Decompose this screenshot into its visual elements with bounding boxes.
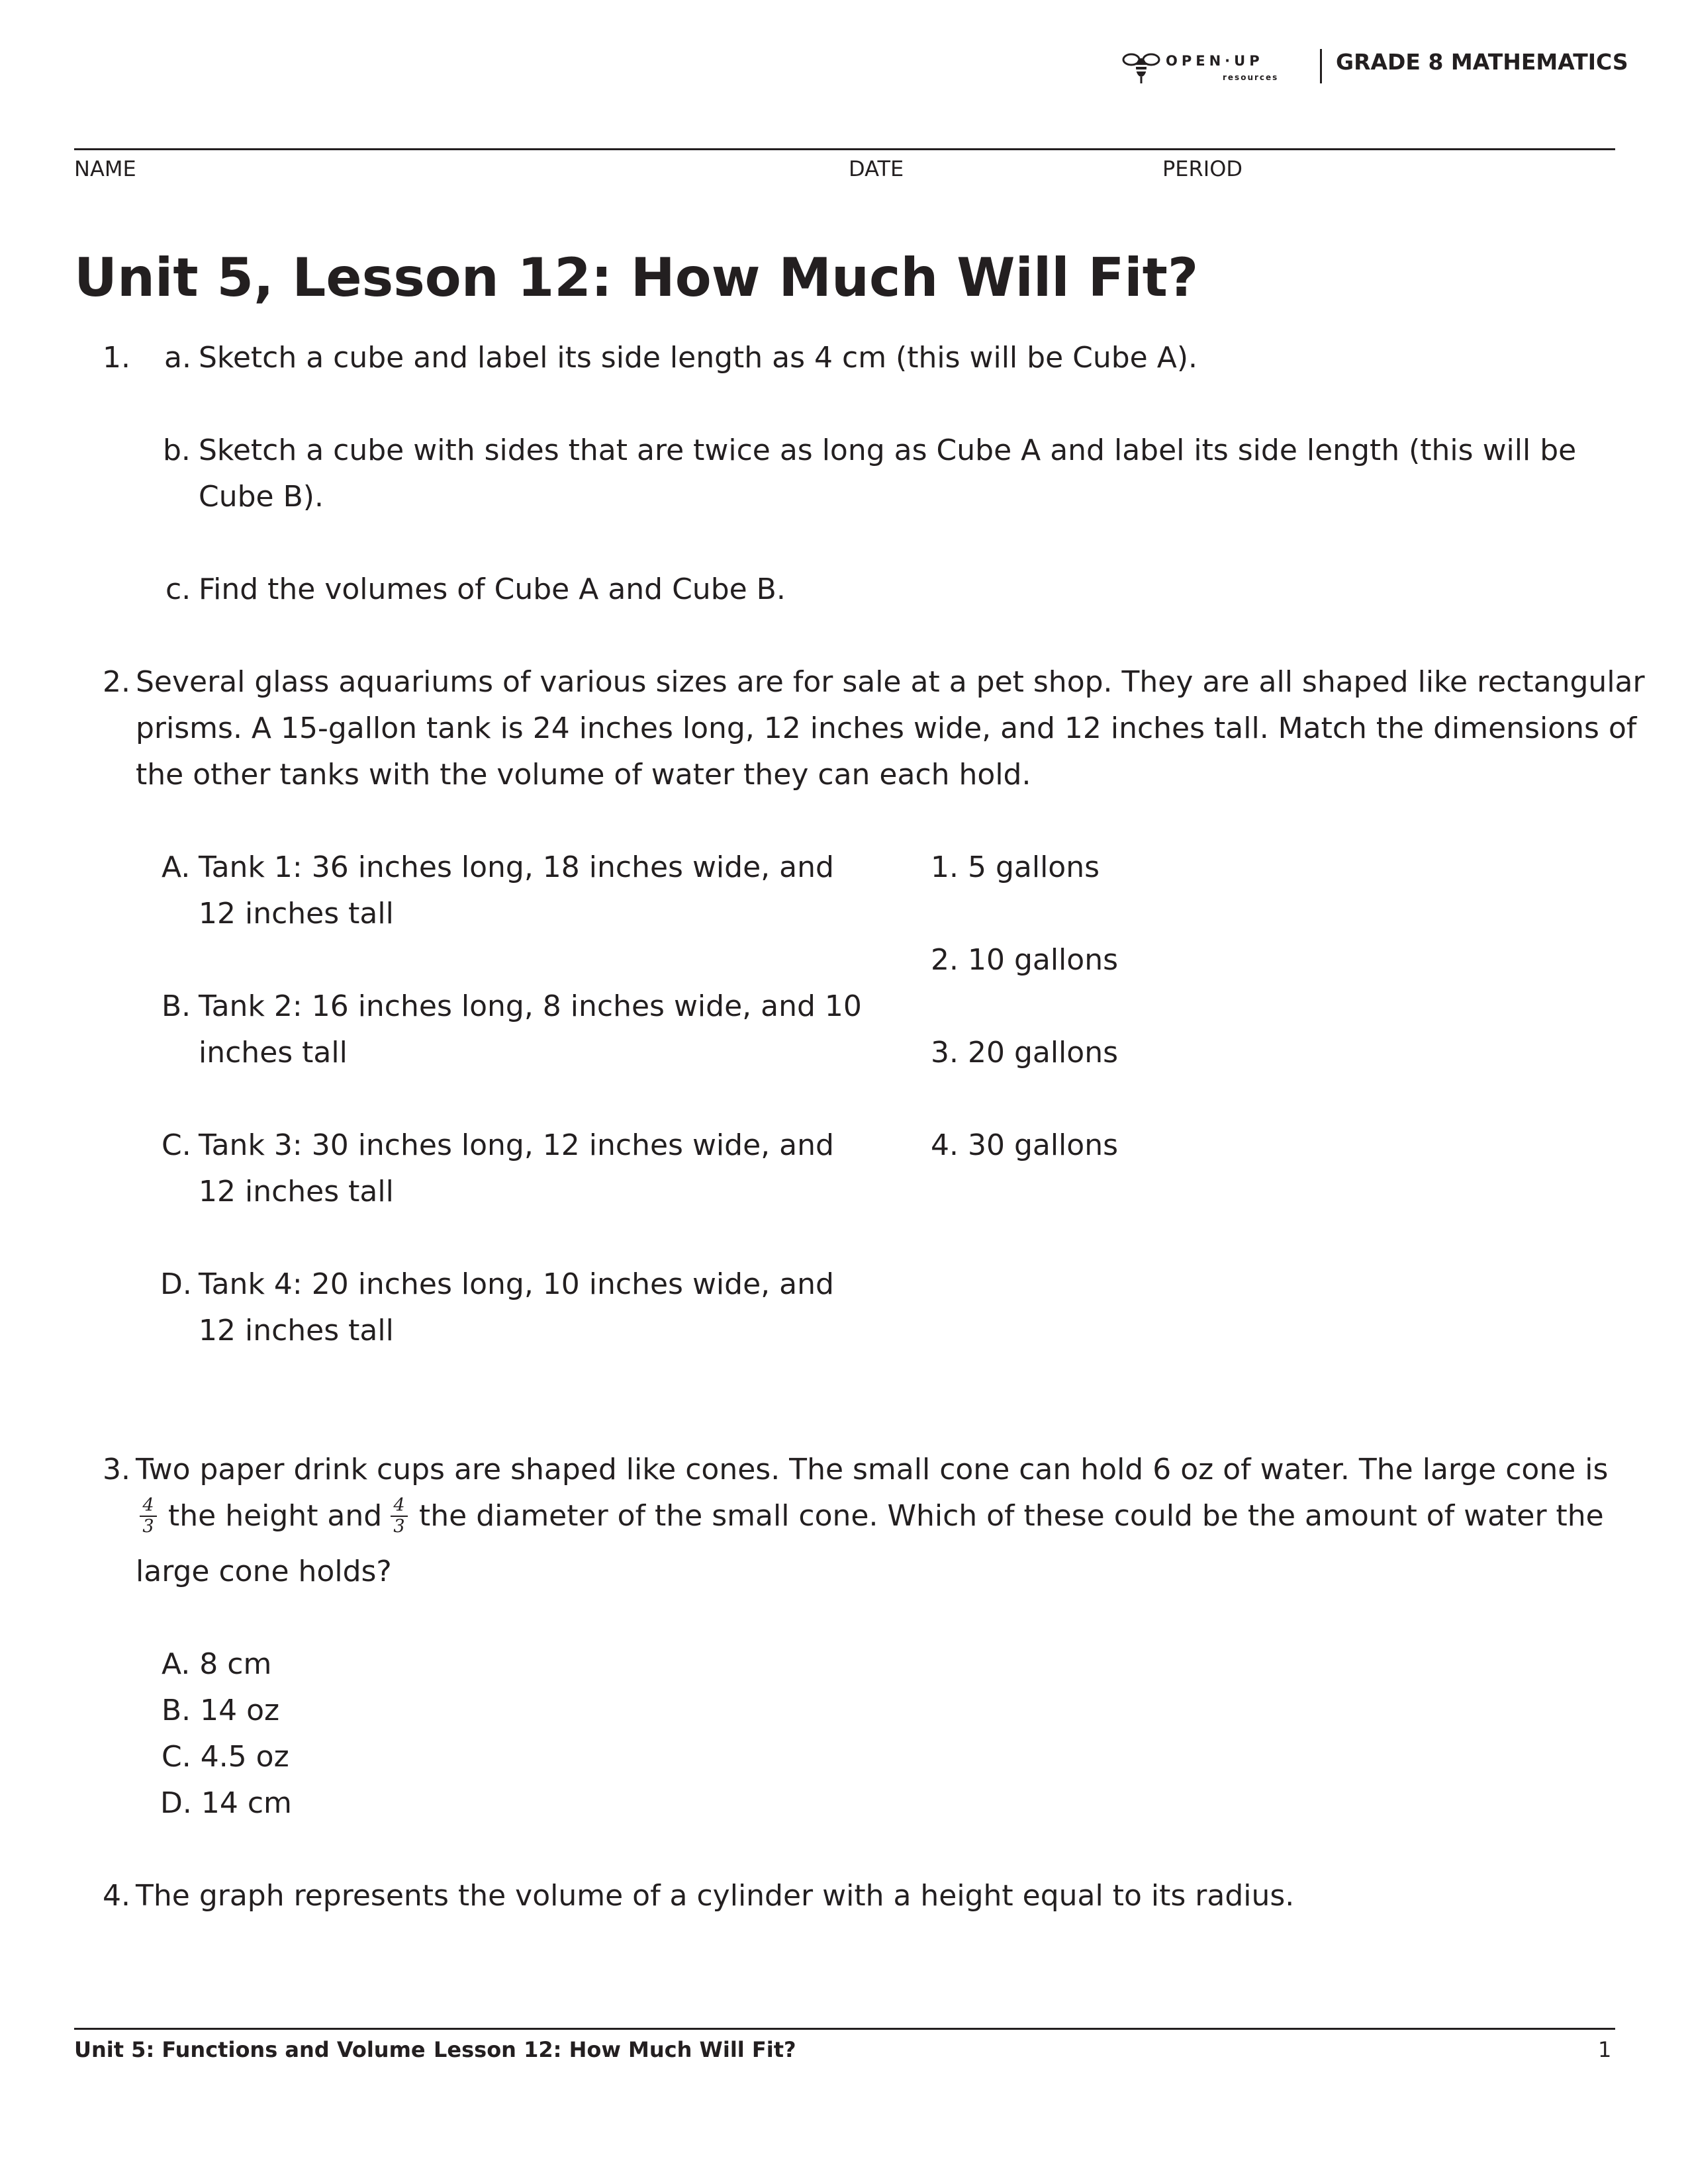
q3-option-d: D. 14 cm xyxy=(160,1786,292,1820)
fraction-numerator: 4 xyxy=(140,1496,157,1517)
fraction-denominator: 3 xyxy=(142,1516,154,1537)
q3-line1: Two paper drink cups are shaped like cones. The small cone can hold 6 oz of water. The large cone is xyxy=(136,1453,1609,1486)
tank-b-line1: Tank 2: 16 inches long, 8 inches wide, and 10 xyxy=(199,989,862,1023)
fraction-numerator: 4 xyxy=(391,1496,408,1517)
tank-c-line2: 12 inches tall xyxy=(199,1175,394,1208)
q1c-label: c. xyxy=(165,572,191,606)
open-up-resources-logo xyxy=(1122,49,1294,86)
q2-line1: Several glass aquariums of various sizes are for sale at a pet shop. They are all shaped like rectangular xyxy=(136,665,1645,699)
footer-lesson: Lesson 12: How Much Will Fit? xyxy=(434,2037,796,2062)
period-field-label: PERIOD xyxy=(1162,156,1243,181)
q1b-label: b. xyxy=(163,433,191,467)
tank-a-line2: 12 inches tall xyxy=(199,897,394,931)
q3-option-a: A. 8 cm xyxy=(162,1647,272,1681)
date-field-label: DATE xyxy=(849,156,904,181)
tank-d-label: D. xyxy=(160,1267,192,1301)
q1-number: 1. xyxy=(103,341,130,375)
name-field-label: NAME xyxy=(74,156,136,181)
bee-icon xyxy=(1122,49,1162,86)
tank-b-line2: inches tall xyxy=(199,1036,348,1069)
footer-unit: Unit 5: Functions and Volume xyxy=(74,2037,426,2062)
q3-line3: large cone holds? xyxy=(136,1555,392,1588)
q1a-label: a. xyxy=(164,341,191,375)
tank-d-line1: Tank 4: 20 inches long, 10 inches wide, and xyxy=(199,1267,834,1301)
tank-c-line1: Tank 3: 30 inches long, 12 inches wide, and xyxy=(199,1128,834,1162)
q3-option-b: B. 14 oz xyxy=(162,1694,280,1727)
tank-b-label: B. xyxy=(162,989,191,1023)
q3-segment-diameter: the diameter of the small cone. Which of these could be the amount of water the xyxy=(419,1499,1604,1533)
q3-number: 3. xyxy=(103,1453,130,1486)
q1a-text: Sketch a cube and label its side length as 4 cm (this will be Cube A). xyxy=(199,341,1197,375)
q2-number: 2. xyxy=(103,665,130,699)
footer-rule xyxy=(74,2028,1615,2030)
q3-option-c: C. 4.5 oz xyxy=(162,1740,289,1774)
q3-segment-height: the height and xyxy=(168,1499,383,1533)
volume-option-1: 1. 5 gallons xyxy=(931,850,1100,884)
page-title: Unit 5, Lesson 12: How Much Will Fit? xyxy=(74,247,1199,308)
page-number: 1 xyxy=(1598,2037,1612,2062)
q1b-line2: Cube B). xyxy=(199,480,324,514)
volume-option-4: 4. 30 gallons xyxy=(931,1128,1119,1162)
q1c-text: Find the volumes of Cube A and Cube B. xyxy=(199,572,786,606)
fraction-denominator: 3 xyxy=(393,1516,405,1537)
volume-option-3: 3. 20 gallons xyxy=(931,1036,1119,1069)
header-rule xyxy=(74,148,1615,150)
fraction-four-thirds xyxy=(391,1496,408,1537)
volume-option-2: 2. 10 gallons xyxy=(931,943,1119,977)
tank-c-label: C. xyxy=(162,1128,191,1162)
q4-text: The graph represents the volume of a cylinder with a height equal to its radius. xyxy=(136,1879,1295,1913)
logo-subtext: resources xyxy=(1223,73,1279,82)
q2-line2: prisms. A 15-gallon tank is 24 inches long, 12 inches wide, and 12 inches tall. Match the dimensions of xyxy=(136,711,1637,745)
tank-a-label: A. xyxy=(162,850,191,884)
header-divider xyxy=(1320,49,1322,83)
logo-text: OPEN·UP xyxy=(1166,53,1264,69)
grade-label: GRADE 8 MATHEMATICS xyxy=(1336,49,1628,75)
tank-a-line1: Tank 1: 36 inches long, 18 inches wide, and xyxy=(199,850,834,884)
tank-d-line2: 12 inches tall xyxy=(199,1314,394,1347)
q4-number: 4. xyxy=(103,1879,130,1913)
q1b-line1: Sketch a cube with sides that are twice as long as Cube A and label its side length (this will be xyxy=(199,433,1577,467)
q2-line3: the other tanks with the volume of water they can each hold. xyxy=(136,758,1031,792)
fraction-four-thirds xyxy=(140,1496,157,1537)
